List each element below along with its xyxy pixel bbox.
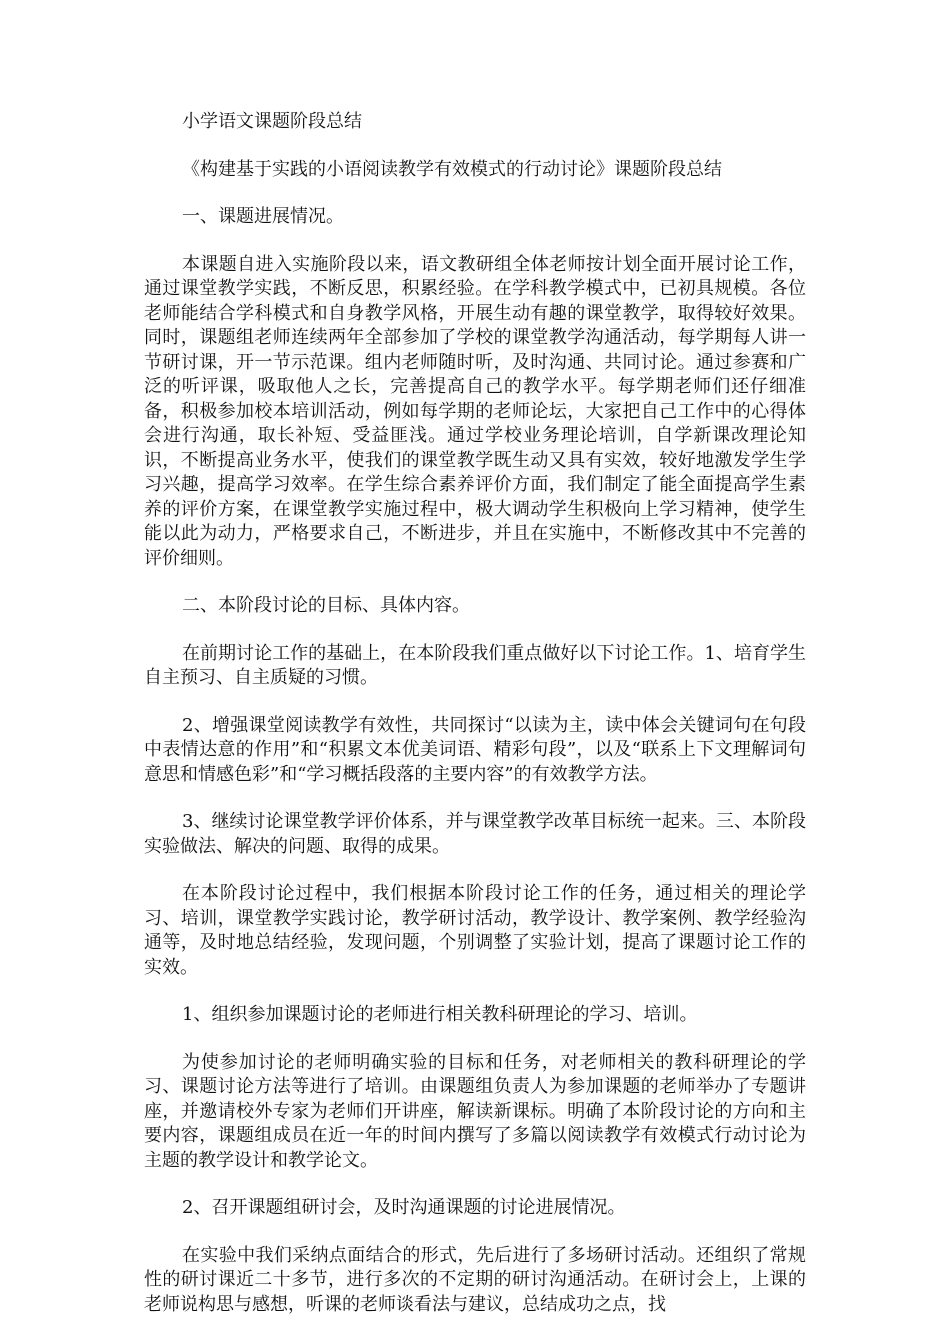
- document-title: 小学语文课题阶段总结: [182, 111, 362, 132]
- section2-heading: 二、本阶段讨论的目标、具体内容。: [182, 595, 470, 616]
- section2-item1: 在前期讨论工作的基础上，在本阶段我们重点做好以下讨论工作。1、培育学生自主预习、自主质疑的习惯。: [144, 642, 806, 688]
- section1-heading: 一、课题进展情况。: [182, 206, 344, 227]
- section3-item2-body: 在实验中我们采纳点面结合的形式，先后进行了多场研讨活动。还组织了常规性的研讨课近二十多节，进行多次的不定期的研讨沟通活动。在研讨会上，上课的老师说构思与感想，听课的老师谈看法与建议，总结成功之点，找: [144, 1244, 806, 1315]
- section1-body: 本课题自进入实施阶段以来，语文教研组全体老师按计划全面开展讨论工作，通过课堂教学实践，不断反思，积累经验。在学科教学模式中，已初具规模。各位老师能结合学科模式和自身教学风格，开展生动有趣的课堂教学，取得较好效果。同时，课题组老师连续两年全部参加了学校的课堂教学沟通活动，每学期每人讲一节研讨课，开一节示范课。组内老师随时听，及时沟通、共同讨论。通过参赛和广泛的听评课，吸取他人之长，完善提高自己的教学水平。每学期老师们还仔细准备，积极参加校本培训活动，例如每学期的老师论坛，大家把自己工作中的心得体会进行沟通，取长补短、受益匪浅。通过学校业务理论培训，自学新课改理论知识，不断提高业务水平，使我们的课堂教学既生动又具有实效，较好地激发学生学习兴趣，提高学习效率。在学生综合素养评价方面，我们制定了能全面提高学生素养的评价方案，在课堂教学实施过程中，极大调动学生积极向上学习精神，使学生能以此为动力，严格要求自己，不断进步，并且在实施中，不断修改其中不完善的评价细则。: [144, 253, 806, 569]
- document-body: [144, 110, 806, 1342]
- section3-item1-heading: 1、组织参加课题讨论的老师进行相关教科研理论的学习、培训。: [182, 1004, 698, 1025]
- section2-item2: 2、增强课堂阅读教学有效性，共同探讨“以读为主，读中体会关键词句在句段中表情达意的作用”和“积累文本优美词语、精彩句段”，以及“联系上下文理解词句意思和情感色彩”和“学习概括段落的主要内容”的有效教学方法。: [144, 714, 806, 785]
- section3-item1-body: 为使参加讨论的老师明确实验的目标和任务，对老师相关的教科研理论的学习、课题讨论方法等进行了培训。由课题组负责人为参加课题的老师举办了专题讲座，并邀请校外专家为老师们开讲座，解读新课标。明确了本阶段讨论的方向和主要内容，课题组成员在近一年的时间内撰写了多篇以阅读教学有效模式行动讨论为主题的教学设计和教学论文。: [144, 1051, 806, 1171]
- document-subtitle: 《构建基于实践的小语阅读教学有效模式的行动讨论》课题阶段总结: [182, 158, 722, 180]
- section3-body: 在本阶段讨论过程中，我们根据本阶段讨论工作的任务，通过相关的理论学习、培训，课堂教学实践讨论，教学研讨活动，教学设计、教学案例、教学经验沟通等，及时地总结经验，发现问题，个别调整了实验计划，提高了课题讨论工作的实效。: [144, 883, 806, 978]
- section3-item2-heading: 2、召开课题组研讨会，及时沟通课题的讨论进展情况。: [182, 1197, 626, 1218]
- section2-item3: 3、继续讨论课堂教学评价体系，并与课堂教学改革目标统一起来。三、本阶段实验做法、解决的问题、取得的成果。: [144, 811, 806, 857]
